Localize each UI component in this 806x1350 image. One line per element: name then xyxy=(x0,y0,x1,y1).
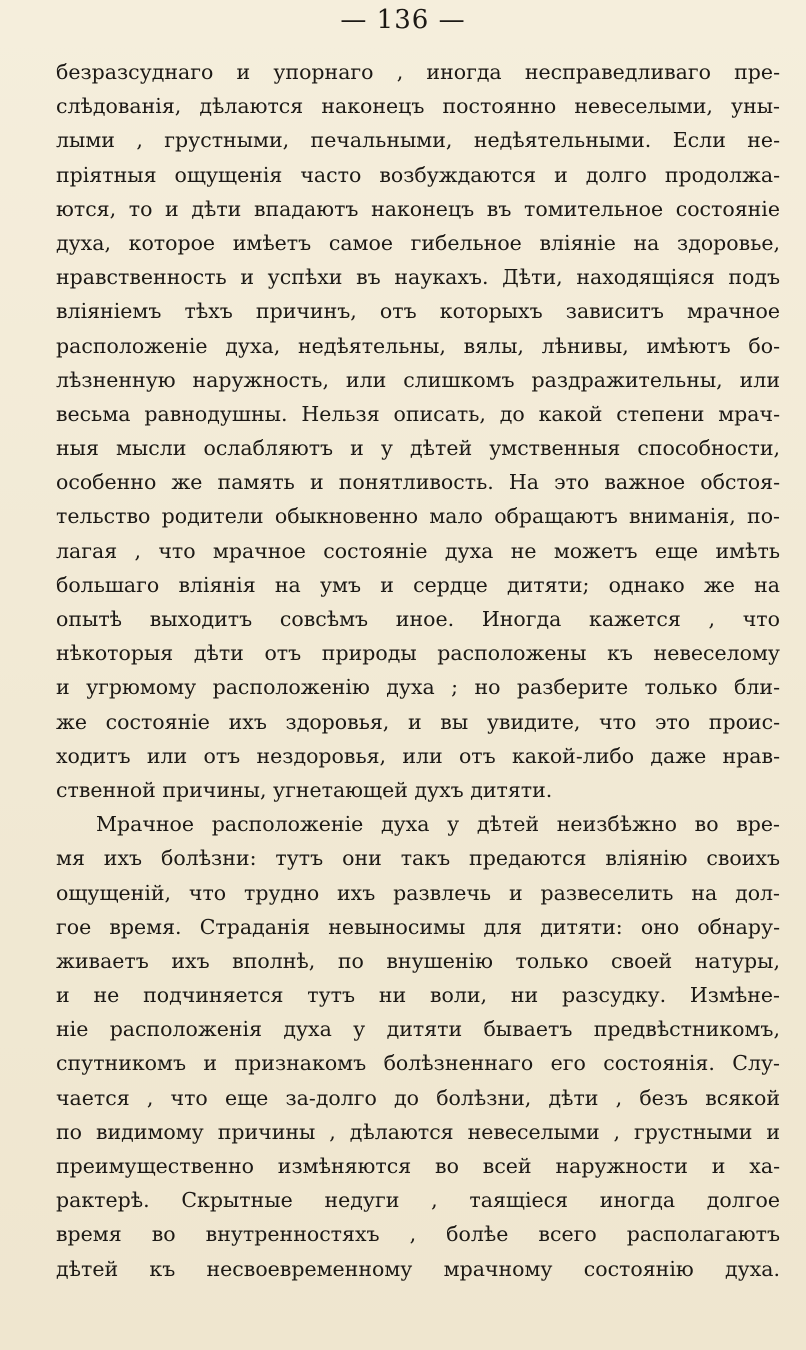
text-line: дѣтей къ несвоевременному мрачному состоянію духа. xyxy=(56,1256,780,1281)
text-line: тельство родители обыкновенно мало обращаютъ вниманія, по- xyxy=(56,504,780,529)
text-line: ніе расположенія духа у дитяти бываетъ предвѣстникомъ, xyxy=(56,1017,780,1042)
paragraph-1 xyxy=(56,55,780,807)
text-line: рактерѣ. Скрытные недуги , таящіеся иногда долгое xyxy=(56,1188,780,1213)
text-line: спутникомъ и признакомъ болѣзненнаго его состоянія. Слу- xyxy=(56,1051,780,1076)
text-line: мя ихъ болѣзни: тутъ они такъ предаются вліянію своихъ xyxy=(56,846,780,871)
text-line: чается , что еще за-долго до болѣзни, дѣти , безъ всякой xyxy=(56,1085,780,1110)
text-line: гое время. Страданія невыносимы для дитяти: оно обнару- xyxy=(56,914,780,939)
text-line: безразсуднаго и упорнаго , иногда несправедливаго пре- xyxy=(56,60,780,84)
body-text xyxy=(56,55,780,1286)
text-line: лыми , грустными, печальными, недѣятельными. Если не- xyxy=(56,128,780,153)
text-line: нравственность и успѣхи въ наукахъ. Дѣти, находящіяся подъ xyxy=(56,265,780,290)
text-line: весьма равнодушны. Нельзя описать, до какой степени мрач- xyxy=(56,401,780,426)
text-line: опытѣ выходитъ совсѣмъ иное. Иногда кажется , что xyxy=(56,607,780,631)
text-line: же состояніе ихъ здоровья, и вы увидите, что это проис- xyxy=(56,709,780,734)
text-line: и не подчиняется тутъ ни воли, ни разсудку. Измѣне- xyxy=(56,983,780,1008)
paragraph-2 xyxy=(56,807,780,1286)
page-number: — 136 — xyxy=(340,5,466,35)
text-line: по видимому причины , дѣлаются невеселыми , грустными и xyxy=(56,1119,780,1144)
text-line: преимущественно измѣняются во всей наружности и ха- xyxy=(56,1154,780,1178)
text-line: духа, которое имѣетъ самое гибельное вліяніе на здоровье, xyxy=(56,230,780,255)
text-line: большаго вліянія на умъ и сердце дитяти; однако же на xyxy=(56,572,780,597)
text-line: ственной причины, угнетающей духъ дитяти. xyxy=(56,777,553,802)
text-line: лѣзненную наружность, или слишкомъ раздражительны, или xyxy=(56,367,780,392)
text-line: ходитъ или отъ нездоровья, или отъ какой-либо даже нрав- xyxy=(56,743,780,768)
text-line: время во внутренностяхъ , болѣе всего располагаютъ xyxy=(56,1222,780,1247)
text-line: ныя мысли ослабляютъ и у дѣтей умственныя способности, xyxy=(56,436,780,461)
text-line: особенно же память и понятливость. На это важное обстоя- xyxy=(56,470,780,495)
text-line: ются, то и дѣти впадаютъ наконецъ въ томительное состояніе xyxy=(56,196,780,221)
text-line: ощущеній, что трудно ихъ развлечь и развеселить на дол- xyxy=(56,880,780,905)
text-line: лагая , что мрачное состояніе духа не можетъ еще имѣть xyxy=(56,538,780,563)
text-line: и угрюмому расположенію духа ; но разберите только бли- xyxy=(56,675,780,700)
text-line: расположеніе духа, недѣятельны, вялы, лѣнивы, имѣютъ бо- xyxy=(56,333,780,358)
text-line: пріятныя ощущенія часто возбуждаются и долго продолжа- xyxy=(56,162,780,187)
text-line: живаетъ ихъ вполнѣ, по внушенію только своей натуры, xyxy=(56,948,780,973)
text-line: Мрачное расположеніе духа у дѣтей неизбѣжно во вре- xyxy=(96,812,780,837)
text-line: вліяніемъ тѣхъ причинъ, отъ которыхъ зависитъ мрачное xyxy=(56,299,780,324)
text-line: слѣдованія, дѣлаются наконецъ постоянно невеселыми, уны- xyxy=(56,94,780,119)
text-line: нѣкоторыя дѣти отъ природы расположены къ невеселому xyxy=(56,641,780,666)
